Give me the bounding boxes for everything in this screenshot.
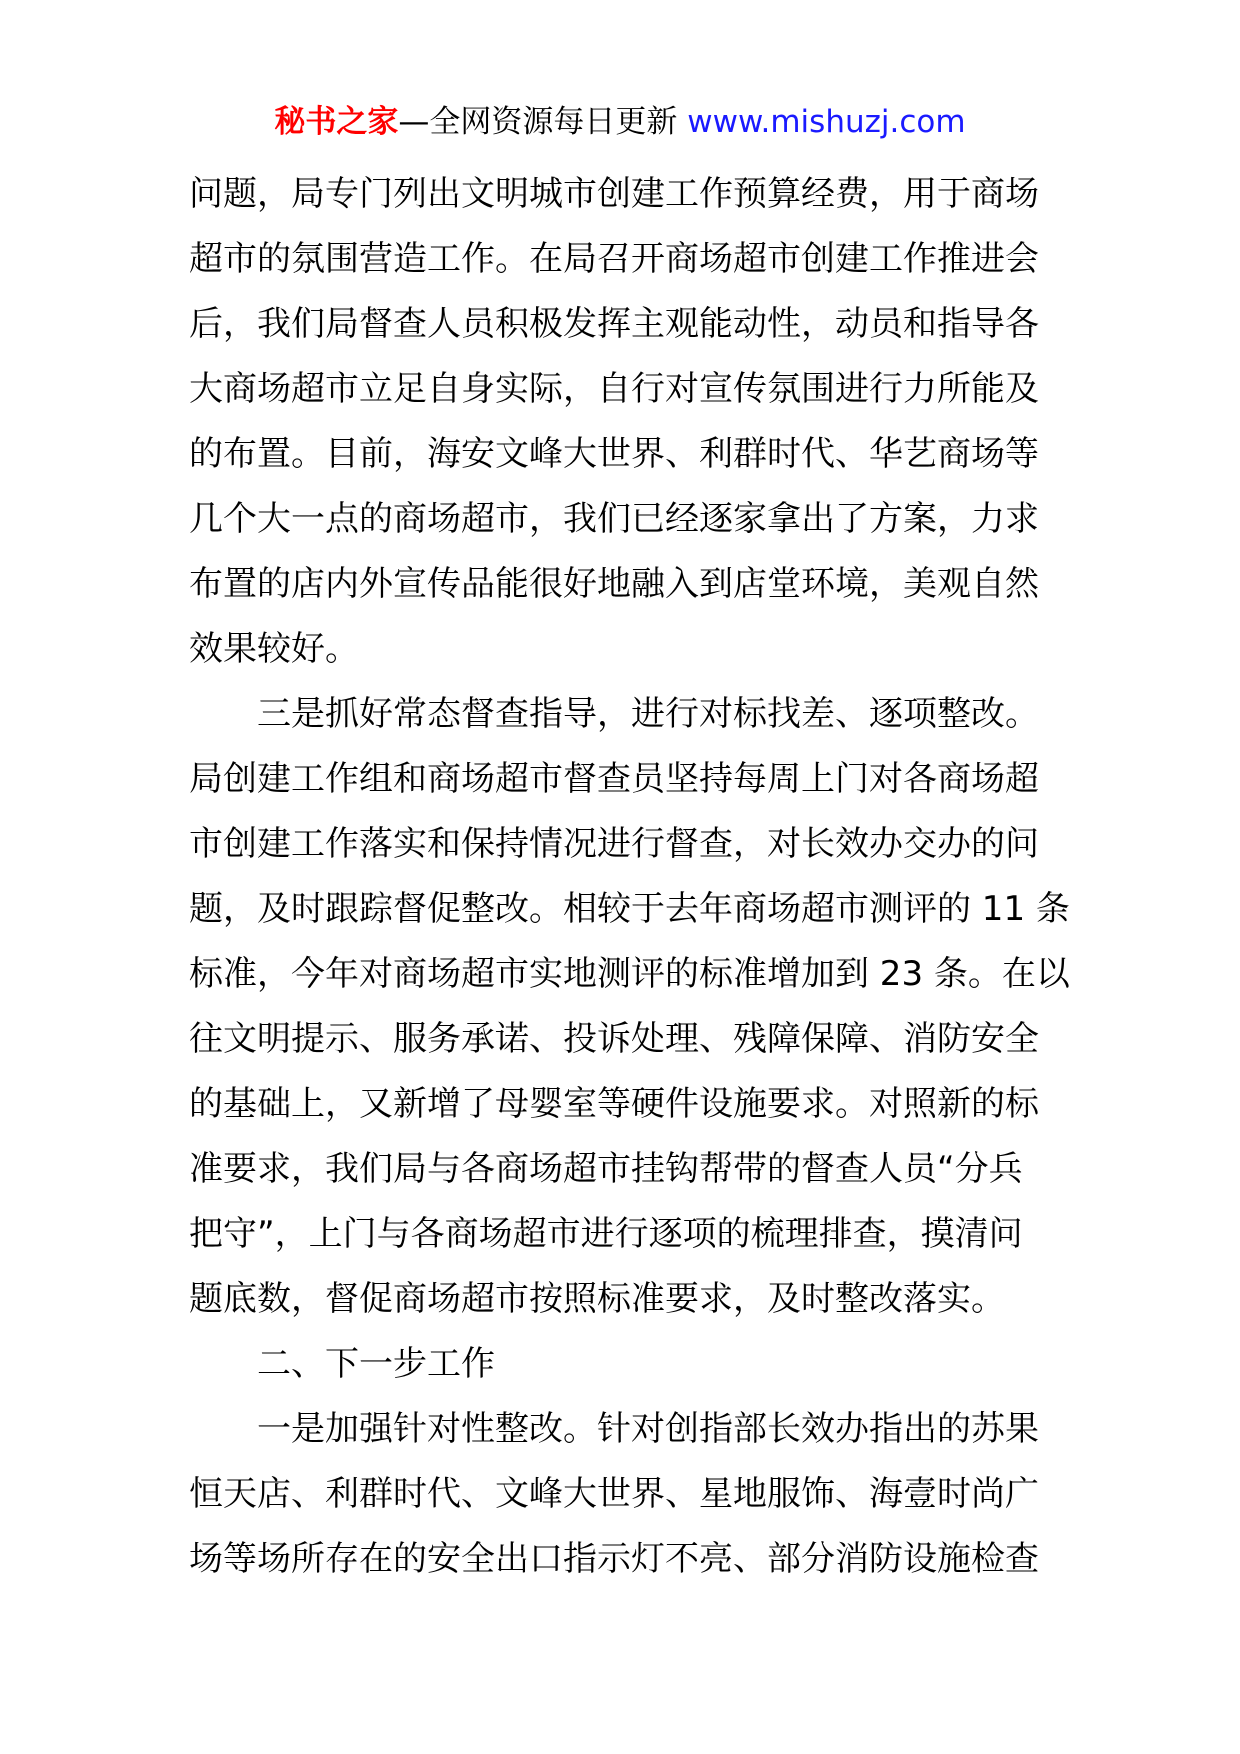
text-line: 问题，局专门列出文明城市创建工作预算经费，用于商场	[189, 174, 1039, 214]
text-line: 几个大一点的商场超市，我们已经逐家拿出了方案，力求	[189, 499, 1039, 539]
text-line: 题，及时跟踪督促整改。相较于去年商场超市测评的 11 条	[189, 889, 1070, 929]
text-line: 超市的氛围营造工作。在局召开商场超市创建工作推进会	[189, 239, 1039, 279]
section-heading: 二、下一步工作	[257, 1344, 495, 1384]
text-line: 效果较好。	[189, 629, 359, 669]
text-line: 大商场超市立足自身实际，自行对宣传氛围进行力所能及	[189, 369, 1039, 409]
header-slogan: —全网资源每日更新	[398, 104, 688, 140]
paragraph-start-line: 三是抓好常态督查指导，进行对标找差、逐项整改。	[257, 694, 1039, 734]
text-line: 标准，今年对商场超市实地测评的标准增加到 23 条。在以	[189, 954, 1070, 994]
text-line: 把守”，上门与各商场超市进行逐项的梳理排查，摸清问	[189, 1214, 1023, 1254]
text-line: 准要求，我们局与各商场超市挂钩帮带的督查人员“分兵	[189, 1149, 1023, 1189]
header-brand: 秘书之家	[274, 104, 399, 140]
page-header	[0, 100, 1240, 144]
header-url-link[interactable]: www.mishuzj.com	[687, 104, 966, 140]
text-line: 的基础上，又新增了母婴室等硬件设施要求。对照新的标	[189, 1084, 1039, 1124]
text-line: 局创建工作组和商场超市督查员坚持每周上门对各商场超	[189, 759, 1039, 799]
text-line: 的布置。目前，海安文峰大世界、利群时代、华艺商场等	[189, 434, 1039, 474]
text-line: 场等场所存在的安全出口指示灯不亮、部分消防设施检查	[189, 1539, 1039, 1579]
text-line: 布置的店内外宣传品能很好地融入到店堂环境，美观自然	[189, 564, 1039, 604]
text-line: 后，我们局督查人员积极发挥主观能动性，动员和指导各	[189, 304, 1039, 344]
paragraph-start-line: 一是加强针对性整改。针对创指部长效办指出的苏果	[257, 1409, 1039, 1449]
text-line: 题底数，督促商场超市按照标准要求，及时整改落实。	[189, 1279, 1005, 1319]
text-line: 市创建工作落实和保持情况进行督查，对长效办交办的问	[189, 824, 1039, 864]
document-body	[189, 162, 1069, 1592]
text-line: 往文明提示、服务承诺、投诉处理、残障保障、消防安全	[189, 1019, 1039, 1059]
text-line: 恒天店、利群时代、文峰大世界、星地服饰、海壹时尚广	[189, 1474, 1039, 1514]
